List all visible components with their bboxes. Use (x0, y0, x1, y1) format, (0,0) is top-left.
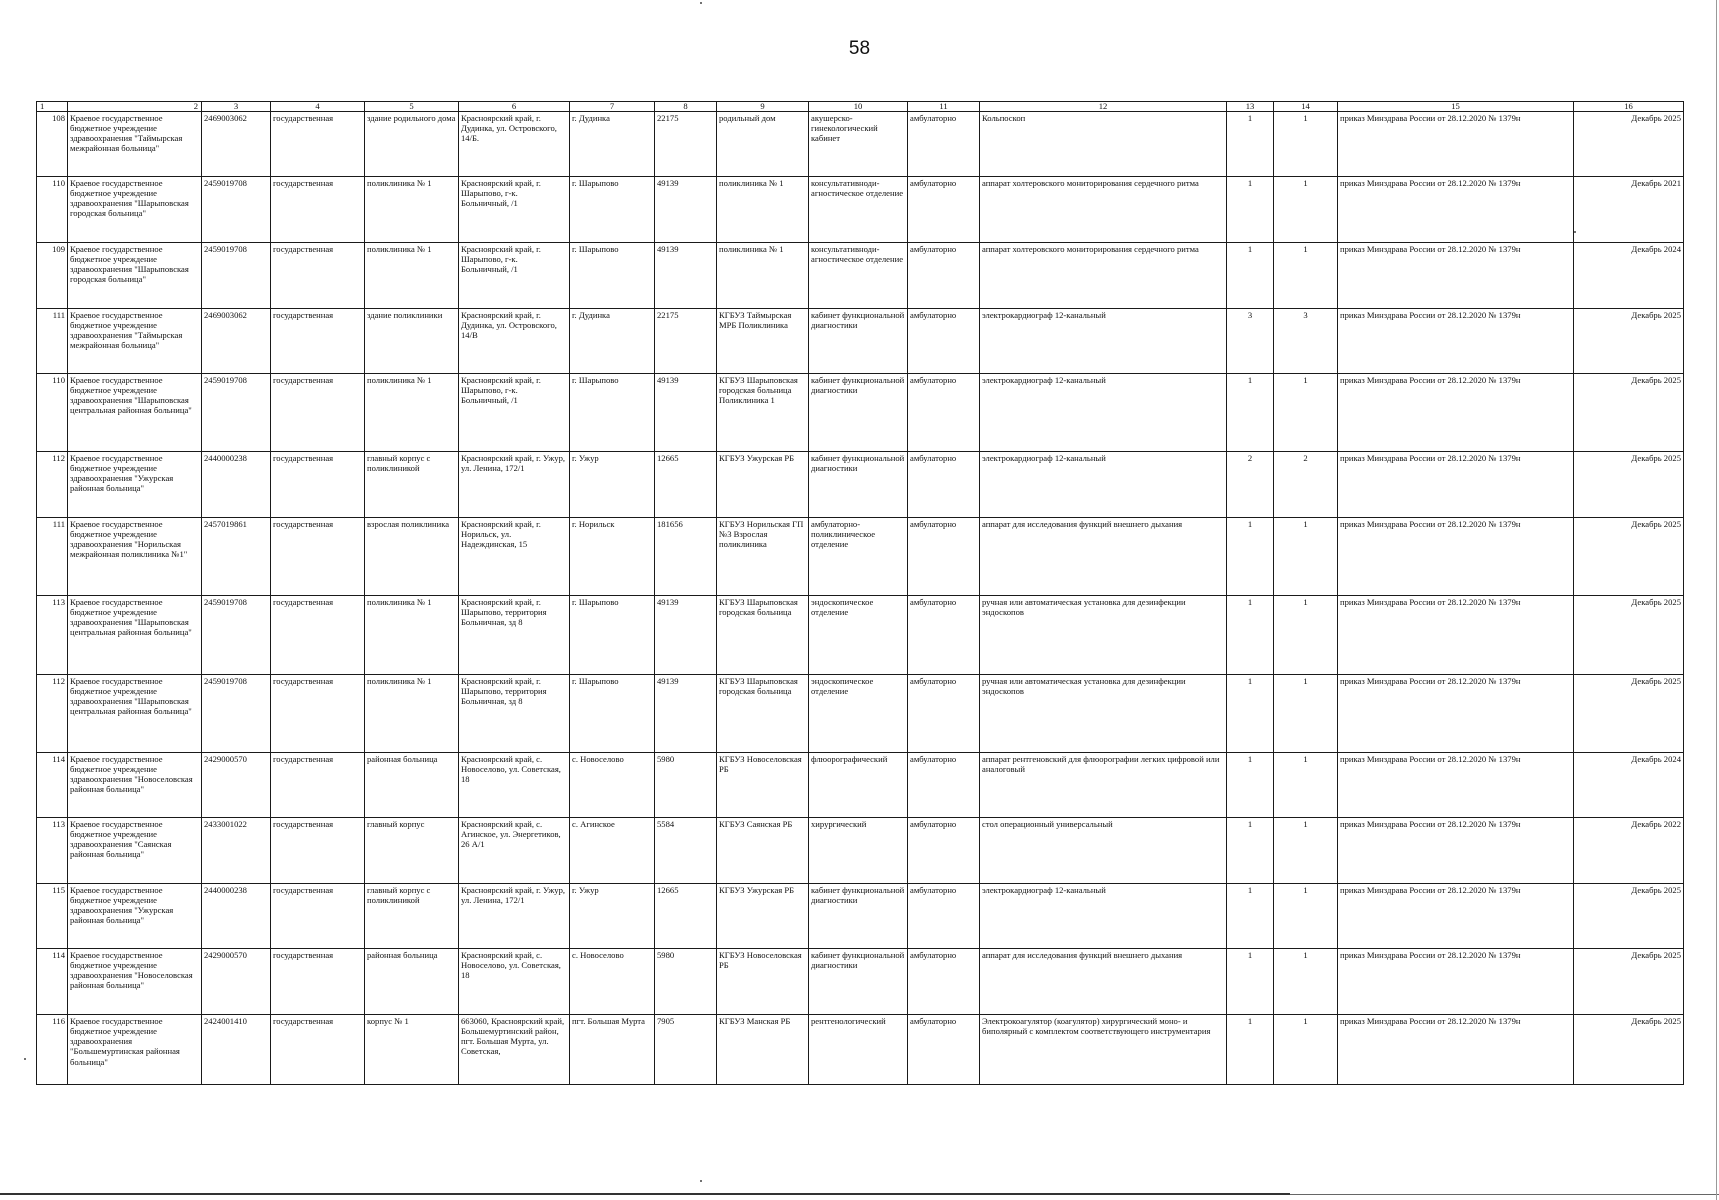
cell-row-number: 112 (37, 675, 68, 753)
cell-quantity-required: 1 (1227, 243, 1274, 309)
cell-subdivision: КГБУЗ Ужурская РБ (717, 452, 809, 518)
cell-equipment-name: электрокардиограф 12-канальный (980, 452, 1227, 518)
table-row (37, 309, 1684, 374)
cell-population: 49139 (655, 374, 717, 452)
cell-ownership-form: государственная (271, 596, 365, 675)
cell-equipment-name: электрокардиограф 12-канальный (980, 374, 1227, 452)
cell-quantity-required: 1 (1227, 949, 1274, 1015)
cell-equipment-name: ручная или автоматическая установка для дезинфекции эндоскопов (980, 596, 1227, 675)
cell-institution-name: Краевое государственное бюджетное учреждение здравоохранения "Шарыповская центральная районная больница" (68, 374, 202, 452)
cell-subdivision: КГБУЗ Таймырская МРБ Поликлиника (717, 309, 809, 374)
cell-care-condition: амбулаторно (908, 1015, 980, 1085)
cell-address: Красноярский край, г. Ужур, ул. Ленина, 172/1 (459, 884, 570, 949)
cell-quantity-required: 1 (1227, 884, 1274, 949)
cell-deadline: Декабрь 2022 (1574, 818, 1684, 884)
cell-inn: 2459019708 (202, 596, 271, 675)
cell-address: Красноярский край, с. Агинское, ул. Энергетиков, 26 А/1 (459, 818, 570, 884)
cell-institution-name: Краевое государственное бюджетное учреждение здравоохранения "Шарыповская городская больница" (68, 177, 202, 243)
scan-speck (700, 2, 702, 4)
cell-building: главный корпус с поликлиникой (365, 452, 459, 518)
cell-inn: 2440000238 (202, 884, 271, 949)
cell-building: поликлиника № 1 (365, 374, 459, 452)
cell-locality: г. Шарыпово (570, 675, 655, 753)
cell-institution-name: Краевое государственное бюджетное учреждение здравоохранения "Таймырская межрайонная больница" (68, 309, 202, 374)
cell-inn: 2433001022 (202, 818, 271, 884)
cell-address: Красноярский край, г. Дудинка, ул. Островского, 14/Б. (459, 112, 570, 177)
cell-care-condition: амбулаторно (908, 949, 980, 1015)
cell-inn: 2459019708 (202, 243, 271, 309)
cell-regulation: приказ Минздрава России от 28.12.2020 № 1379н (1338, 675, 1574, 753)
cell-quantity-missing: 1 (1274, 675, 1338, 753)
cell-quantity-missing: 2 (1274, 452, 1338, 518)
cell-population: 22175 (655, 309, 717, 374)
cell-building: главный корпус (365, 818, 459, 884)
cell-locality: г. Дудинка (570, 112, 655, 177)
table-row (37, 243, 1684, 309)
cell-care-condition: амбулаторно (908, 818, 980, 884)
cell-ownership-form: государственная (271, 518, 365, 596)
cell-department: консультативноди-агностическое отделение (809, 243, 908, 309)
cell-locality: г. Шарыпово (570, 243, 655, 309)
equipment-table (36, 101, 1684, 1085)
cell-inn: 2440000238 (202, 452, 271, 518)
cell-building: взрослая поликлиника (365, 518, 459, 596)
cell-row-number: 111 (37, 518, 68, 596)
cell-address: Красноярский край, г. Шарыпово, г-к. Больничный, /1 (459, 243, 570, 309)
cell-regulation: приказ Минздрава России от 28.12.2020 № 1379н (1338, 374, 1574, 452)
cell-subdivision: КГБУЗ Шарыповская городская больница (717, 596, 809, 675)
cell-equipment-name: Электрокоагулятор (коагулятор) хирургический моно- и биполярный с комплектом соответствующего инструментария (980, 1015, 1227, 1085)
cell-equipment-name: электрокардиограф 12-канальный (980, 884, 1227, 949)
cell-locality: г. Ужур (570, 884, 655, 949)
cell-inn: 2457019861 (202, 518, 271, 596)
cell-quantity-missing: 1 (1274, 1015, 1338, 1085)
column-header-4: 4 (271, 102, 365, 112)
cell-regulation: приказ Минздрава России от 28.12.2020 № 1379н (1338, 243, 1574, 309)
cell-quantity-required: 1 (1227, 818, 1274, 884)
table-body (37, 112, 1684, 1085)
column-header-2: 2 (68, 102, 202, 112)
cell-building: районная больница (365, 753, 459, 818)
cell-ownership-form: государственная (271, 949, 365, 1015)
cell-quantity-missing: 1 (1274, 949, 1338, 1015)
cell-population: 49139 (655, 177, 717, 243)
cell-row-number: 114 (37, 949, 68, 1015)
cell-subdivision: КГБУЗ Новоселовская РБ (717, 753, 809, 818)
cell-deadline: Декабрь 2025 (1574, 949, 1684, 1015)
cell-locality: пгт. Большая Мурта (570, 1015, 655, 1085)
cell-row-number: 114 (37, 753, 68, 818)
column-header-9: 9 (717, 102, 809, 112)
cell-ownership-form: государственная (271, 818, 365, 884)
cell-equipment-name: Кольпоскоп (980, 112, 1227, 177)
table-row (37, 949, 1684, 1015)
cell-quantity-required: 3 (1227, 309, 1274, 374)
cell-quantity-missing: 1 (1274, 112, 1338, 177)
column-header-10: 10 (809, 102, 908, 112)
scan-speck (700, 1180, 702, 1182)
cell-locality: г. Ужур (570, 452, 655, 518)
cell-quantity-required: 1 (1227, 753, 1274, 818)
table-row (37, 818, 1684, 884)
cell-locality: с. Новоселово (570, 753, 655, 818)
scan-speck (24, 1058, 26, 1060)
cell-care-condition: амбулаторно (908, 374, 980, 452)
cell-care-condition: амбулаторно (908, 518, 980, 596)
table-row (37, 675, 1684, 753)
cell-subdivision: поликлиника № 1 (717, 177, 809, 243)
cell-population: 22175 (655, 112, 717, 177)
column-header-12: 12 (980, 102, 1227, 112)
bottom-rule (0, 1193, 1290, 1195)
cell-care-condition: амбулаторно (908, 675, 980, 753)
cell-care-condition: амбулаторно (908, 884, 980, 949)
cell-population: 49139 (655, 596, 717, 675)
table-row (37, 596, 1684, 675)
cell-locality: г. Шарыпово (570, 374, 655, 452)
bottom-rule-light (1290, 1194, 1719, 1195)
cell-regulation: приказ Минздрава России от 28.12.2020 № 1379н (1338, 884, 1574, 949)
cell-deadline: Декабрь 2025 (1574, 675, 1684, 753)
cell-ownership-form: государственная (271, 753, 365, 818)
cell-department: эндоскопическое отделение (809, 675, 908, 753)
cell-population: 12665 (655, 884, 717, 949)
column-header-13: 13 (1227, 102, 1274, 112)
cell-address: Красноярский край, г. Норильск, ул. Надеждинская, 15 (459, 518, 570, 596)
cell-address: Красноярский край, г. Шарыпово, г-к. Больничный, /1 (459, 177, 570, 243)
column-header-15: 15 (1338, 102, 1574, 112)
cell-institution-name: Краевое государственное бюджетное учреждение здравоохранения "Новоселовская районная больница" (68, 949, 202, 1015)
cell-subdivision: КГБУЗ Саянская РБ (717, 818, 809, 884)
cell-locality: г. Шарыпово (570, 596, 655, 675)
cell-institution-name: Краевое государственное бюджетное учреждение здравоохранения "Ужурская районная больница" (68, 452, 202, 518)
cell-quantity-missing: 1 (1274, 177, 1338, 243)
cell-ownership-form: государственная (271, 177, 365, 243)
cell-care-condition: амбулаторно (908, 452, 980, 518)
cell-building: главный корпус с поликлиникой (365, 884, 459, 949)
cell-care-condition: амбулаторно (908, 596, 980, 675)
cell-quantity-required: 1 (1227, 675, 1274, 753)
cell-equipment-name: аппарат холтеровского мониторирования сердечного ритма (980, 243, 1227, 309)
column-header-1: 1 (37, 102, 68, 112)
cell-ownership-form: государственная (271, 243, 365, 309)
cell-quantity-required: 1 (1227, 518, 1274, 596)
cell-department: рентгенологический (809, 1015, 908, 1085)
cell-population: 5980 (655, 949, 717, 1015)
cell-row-number: 110 (37, 177, 68, 243)
cell-regulation: приказ Минздрава России от 28.12.2020 № 1379н (1338, 452, 1574, 518)
cell-inn: 2429000570 (202, 753, 271, 818)
cell-department: кабинет функциональной диагностики (809, 374, 908, 452)
cell-inn: 2469003062 (202, 309, 271, 374)
cell-care-condition: амбулаторно (908, 112, 980, 177)
cell-population: 181656 (655, 518, 717, 596)
cell-quantity-missing: 1 (1274, 753, 1338, 818)
cell-regulation: приказ Минздрава России от 28.12.2020 № 1379н (1338, 518, 1574, 596)
cell-care-condition: амбулаторно (908, 243, 980, 309)
cell-institution-name: Краевое государственное бюджетное учреждение здравоохранения "Таймырская межрайонная больница" (68, 112, 202, 177)
cell-regulation: приказ Минздрава России от 28.12.2020 № 1379н (1338, 753, 1574, 818)
cell-population: 7905 (655, 1015, 717, 1085)
cell-ownership-form: государственная (271, 1015, 365, 1085)
cell-quantity-missing: 1 (1274, 818, 1338, 884)
cell-equipment-name: аппарат для исследования функций внешнего дыхания (980, 518, 1227, 596)
column-header-11: 11 (908, 102, 980, 112)
cell-inn: 2459019708 (202, 374, 271, 452)
cell-address: Красноярский край, г. Шарыпово, территория Больничная, зд 8 (459, 596, 570, 675)
cell-ownership-form: государственная (271, 452, 365, 518)
cell-quantity-missing: 1 (1274, 518, 1338, 596)
cell-building: здание родильного дома (365, 112, 459, 177)
cell-equipment-name: аппарат холтеровского мониторирования сердечного ритма (980, 177, 1227, 243)
cell-quantity-missing: 3 (1274, 309, 1338, 374)
cell-equipment-name: аппарат для исследования функций внешнего дыхания (980, 949, 1227, 1015)
cell-building: поликлиника № 1 (365, 177, 459, 243)
cell-department: акушерско-гинекологический кабинет (809, 112, 908, 177)
cell-inn: 2459019708 (202, 177, 271, 243)
page-edge (1716, 0, 1717, 1200)
table-row (37, 112, 1684, 177)
table-row (37, 884, 1684, 949)
cell-population: 5980 (655, 753, 717, 818)
cell-address: Красноярский край, с. Новоселово, ул. Советская, 18 (459, 949, 570, 1015)
cell-deadline: Декабрь 2024 (1574, 753, 1684, 818)
cell-quantity-missing: 1 (1274, 374, 1338, 452)
table-row (37, 452, 1684, 518)
cell-quantity-missing: 1 (1274, 596, 1338, 675)
cell-inn: 2424001410 (202, 1015, 271, 1085)
cell-row-number: 113 (37, 818, 68, 884)
table-row (37, 1015, 1684, 1085)
cell-locality: г. Шарыпово (570, 177, 655, 243)
cell-quantity-required: 1 (1227, 177, 1274, 243)
cell-department: кабинет функциональной диагностики (809, 949, 908, 1015)
cell-subdivision: КГБУЗ Норильская ГП №3 Взрослая поликлиника (717, 518, 809, 596)
cell-department: флюорографический (809, 753, 908, 818)
cell-regulation: приказ Минздрава России от 28.12.2020 № 1379н (1338, 112, 1574, 177)
cell-population: 12665 (655, 452, 717, 518)
cell-population: 49139 (655, 675, 717, 753)
cell-department: кабинет функциональной диагностики (809, 884, 908, 949)
column-header-8: 8 (655, 102, 717, 112)
cell-row-number: 111 (37, 309, 68, 374)
cell-care-condition: амбулаторно (908, 753, 980, 818)
cell-deadline: Декабрь 2025 (1574, 596, 1684, 675)
cell-locality: с. Агинское (570, 818, 655, 884)
cell-subdivision: родильный дом (717, 112, 809, 177)
cell-department: кабинет функциональной диагностики (809, 452, 908, 518)
cell-ownership-form: государственная (271, 374, 365, 452)
cell-institution-name: Краевое государственное бюджетное учреждение здравоохранения "Шарыповская центральная районная больница" (68, 596, 202, 675)
cell-department: эндоскопическое отделение (809, 596, 908, 675)
cell-department: хирургический (809, 818, 908, 884)
column-header-5: 5 (365, 102, 459, 112)
cell-institution-name: Краевое государственное бюджетное учреждение здравоохранения "Шарыповская городская больница" (68, 243, 202, 309)
cell-ownership-form: государственная (271, 884, 365, 949)
cell-subdivision: КГБУЗ Ужурская РБ (717, 884, 809, 949)
cell-quantity-required: 1 (1227, 596, 1274, 675)
cell-ownership-form: государственная (271, 675, 365, 753)
cell-inn: 2469003062 (202, 112, 271, 177)
cell-care-condition: амбулаторно (908, 177, 980, 243)
cell-address: Красноярский край, г. Шарыпово, территория Больничная, зд 8 (459, 675, 570, 753)
cell-equipment-name: стол операционный универсальный (980, 818, 1227, 884)
cell-deadline: Декабрь 2025 (1574, 1015, 1684, 1085)
cell-address: 663060, Красноярский край, Большемуртинский район, пгт. Большая Мурта, ул. Советская, (459, 1015, 570, 1085)
cell-address: Красноярский край, с. Новоселово, ул. Советская, 18 (459, 753, 570, 818)
cell-regulation: приказ Минздрава России от 28.12.2020 № 1379н (1338, 596, 1574, 675)
cell-address: Красноярский край, г. Ужур, ул. Ленина, 172/1 (459, 452, 570, 518)
column-header-6: 6 (459, 102, 570, 112)
cell-building: поликлиника № 1 (365, 243, 459, 309)
cell-deadline: Декабрь 2021 (1574, 177, 1684, 243)
cell-subdivision: КГБУЗ Манская РБ (717, 1015, 809, 1085)
cell-address: Красноярский край, г. Шарыпово, г-к. Больничный, /1 (459, 374, 570, 452)
cell-deadline: Декабрь 2025 (1574, 374, 1684, 452)
cell-quantity-required: 1 (1227, 374, 1274, 452)
cell-department: консультативноди-агностическое отделение (809, 177, 908, 243)
cell-deadline: Декабрь 2025 (1574, 452, 1684, 518)
cell-subdivision: поликлиника № 1 (717, 243, 809, 309)
column-header-14: 14 (1274, 102, 1338, 112)
cell-deadline: Декабрь 2025 (1574, 884, 1684, 949)
cell-locality: г. Дудинка (570, 309, 655, 374)
cell-address: Красноярский край, г. Дудинка, ул. Островского, 14/В (459, 309, 570, 374)
cell-subdivision: КГБУЗ Шарыповская городская больница (717, 675, 809, 753)
cell-institution-name: Краевое государственное бюджетное учреждение здравоохранения "Шарыповская центральная районная больница" (68, 675, 202, 753)
page-number: 58 (848, 38, 871, 59)
table-row (37, 177, 1684, 243)
table-row (37, 518, 1684, 596)
cell-building: районная больница (365, 949, 459, 1015)
column-number-row (37, 102, 1684, 112)
cell-row-number: 109 (37, 243, 68, 309)
cell-institution-name: Краевое государственное бюджетное учреждение здравоохранения "Новоселовская районная больница" (68, 753, 202, 818)
cell-quantity-missing: 1 (1274, 243, 1338, 309)
cell-locality: с. Новоселово (570, 949, 655, 1015)
table-row (37, 374, 1684, 452)
cell-department: амбулаторно-поликлиническое отделение (809, 518, 908, 596)
cell-institution-name: Краевое государственное бюджетное учреждение здравоохранения "Норильская межрайонная поликлиника №1" (68, 518, 202, 596)
table-row (37, 753, 1684, 818)
cell-building: корпус № 1 (365, 1015, 459, 1085)
cell-regulation: приказ Минздрава России от 28.12.2020 № 1379н (1338, 949, 1574, 1015)
cell-inn: 2459019708 (202, 675, 271, 753)
cell-regulation: приказ Минздрава России от 28.12.2020 № 1379н (1338, 1015, 1574, 1085)
cell-deadline: Декабрь 2024 (1574, 243, 1684, 309)
cell-regulation: приказ Минздрава России от 28.12.2020 № 1379н (1338, 309, 1574, 374)
cell-institution-name: Краевое государственное бюджетное учреждение здравоохранения "Ужурская районная больница" (68, 884, 202, 949)
cell-row-number: 112 (37, 452, 68, 518)
cell-row-number: 116 (37, 1015, 68, 1085)
cell-equipment-name: аппарат рентгеновский для флюорографии легких цифровой или аналоговый (980, 753, 1227, 818)
cell-locality: г. Норильск (570, 518, 655, 596)
cell-inn: 2429000570 (202, 949, 271, 1015)
cell-equipment-name: ручная или автоматическая установка для дезинфекции эндоскопов (980, 675, 1227, 753)
cell-building: поликлиника № 1 (365, 675, 459, 753)
cell-department: кабинет функциональной диагностики (809, 309, 908, 374)
cell-row-number: 110 (37, 374, 68, 452)
cell-population: 49139 (655, 243, 717, 309)
cell-regulation: приказ Минздрава России от 28.12.2020 № 1379н (1338, 818, 1574, 884)
cell-quantity-required: 1 (1227, 112, 1274, 177)
column-header-3: 3 (202, 102, 271, 112)
cell-subdivision: КГБУЗ Новоселовская РБ (717, 949, 809, 1015)
column-header-7: 7 (570, 102, 655, 112)
cell-ownership-form: государственная (271, 112, 365, 177)
cell-institution-name: Краевое государственное бюджетное учреждение здравоохранения "Саянская районная больница" (68, 818, 202, 884)
cell-quantity-required: 2 (1227, 452, 1274, 518)
cell-equipment-name: электрокардиограф 12-канальный (980, 309, 1227, 374)
cell-subdivision: КГБУЗ Шарыповская городская больница Поликлиника 1 (717, 374, 809, 452)
cell-quantity-required: 1 (1227, 1015, 1274, 1085)
cell-deadline: Декабрь 2025 (1574, 309, 1684, 374)
cell-care-condition: амбулаторно (908, 309, 980, 374)
cell-quantity-missing: 1 (1274, 884, 1338, 949)
column-header-16: 16 (1574, 102, 1684, 112)
cell-institution-name: Краевое государственное бюджетное учреждение здравоохранения "Большемуртинская районная больница" (68, 1015, 202, 1085)
cell-regulation: приказ Минздрава России от 28.12.2020 № 1379н (1338, 177, 1574, 243)
cell-ownership-form: государственная (271, 309, 365, 374)
cell-population: 5584 (655, 818, 717, 884)
cell-row-number: 115 (37, 884, 68, 949)
cell-building: здание поликлиники (365, 309, 459, 374)
cell-deadline: Декабрь 2025 (1574, 518, 1684, 596)
cell-building: поликлиника № 1 (365, 596, 459, 675)
scan-speck (1574, 231, 1576, 233)
cell-deadline: Декабрь 2025 (1574, 112, 1684, 177)
cell-row-number: 108 (37, 112, 68, 177)
cell-row-number: 113 (37, 596, 68, 675)
